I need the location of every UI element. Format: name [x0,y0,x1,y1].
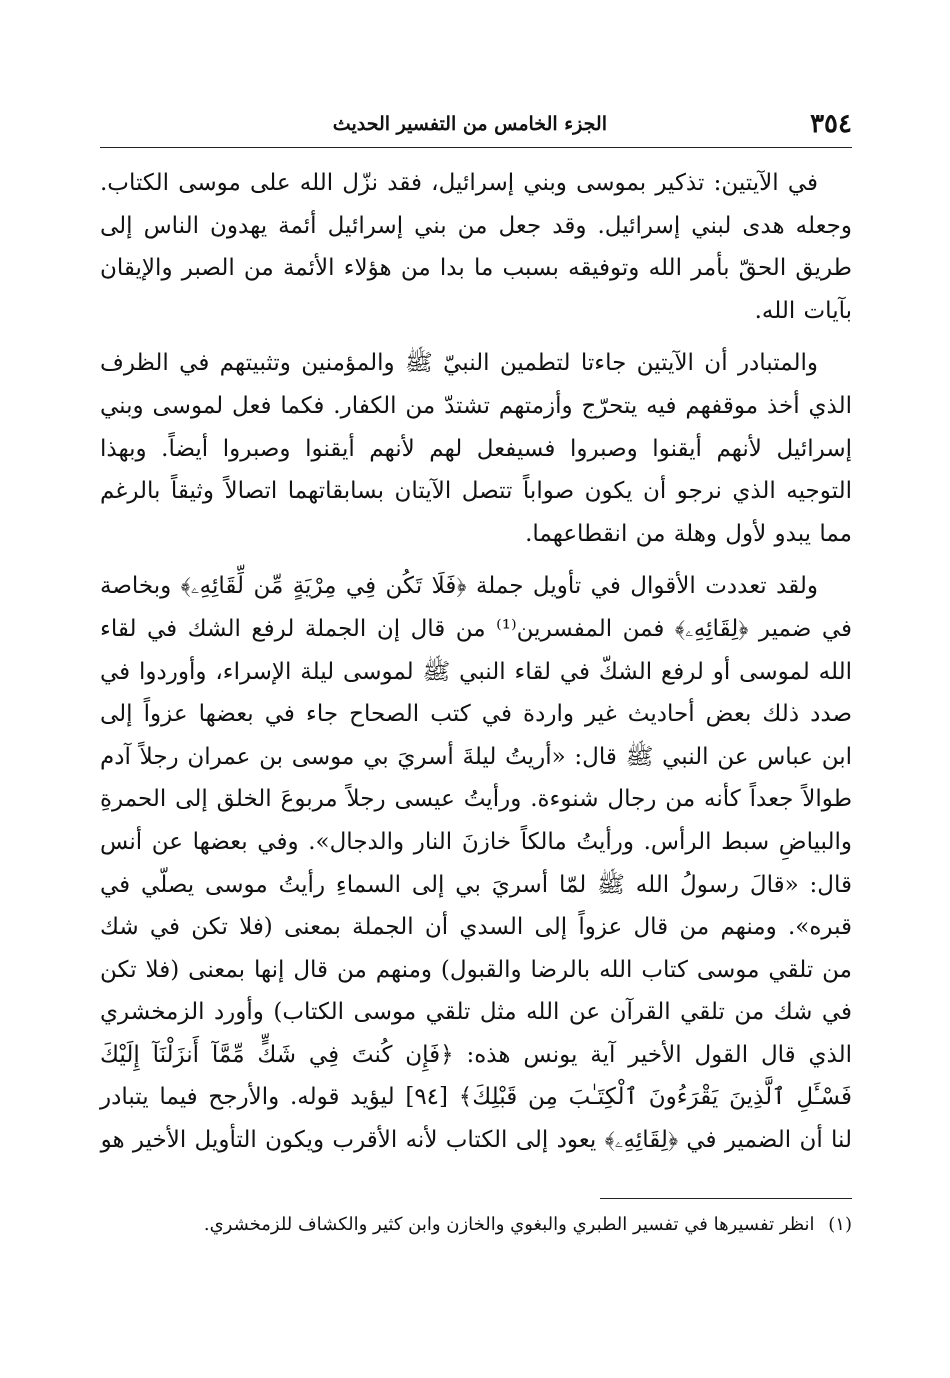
footnote-divider [600,1198,852,1199]
footnote-marker: (١) [828,1214,852,1235]
footnote-text: انظر تفسيرها في تفسير الطبري والبغوي والخازن وابن كثير والكشاف للزمخشري. [203,1214,815,1235]
footnote [100,1210,852,1240]
running-title: الجزء الخامس من التفسير الحديث [332,113,607,135]
page-number: ٣٥٤ [810,109,852,139]
page-header [100,106,852,146]
body-text [100,162,852,1170]
paragraph-3: ولقد تعددت الأقوال في تأويل جملة ﴿فَلَا تَكُن فِي مِرْيَةٍ مِّن لِّقَائِهِۦ﴾ وبخاصة في ضمير ﴿لِقَائِهِۦ﴾ فمن المفسرين⁽¹⁾ من قال إن الجملة لرفع الشك في لقاء الله لموسى أو لرفع الشكّ في لقاء النبي ﷺ لموسى ليلة الإسراء، وأوردوا في صدد ذلك بعض أحاديث غير واردة في كتب الصحاح جاء في بعضها عزواً إلى ابن عباس عن النبي ﷺ قال: «أريتُ ليلةَ أسريَ بي موسى بن عمران رجلاً آدم طوالاً جعداً كأنه من رجال شنوءة. ورأيتُ عيسى رجلاً مربوعَ الخلق إلى الحمرةِ والبياضِ سبط الرأس. ورأيتُ مالكاً خازنَ النار والدجال». وفي بعضها عن أنس قال: «قالَ رسولُ الله ﷺ لمّا أسريَ بي إلى السماءِ رأيتُ موسى يصلّي في قبره». ومنهم من قال عزواً إلى السدي أن الجملة بمعنى (فلا تكن في شك من تلقي موسى كتاب الله بالرضا والقبول) ومنهم من قال إنها بمعنى (فلا تكن في شك من تلقي القرآن عن الله مثل تلقي موسى الكتاب) وأورد الزمخشري الذي قال القول الأخير آية يونس هذه: ﴿فَإِن كُنتَ فِي شَكٍّ مِّمَّآ أَنزَلْنَآ إِلَيْكَ فَسْـَٔلِ ٱلَّذِينَ يَقْرَءُونَ ٱلْكِتَـٰبَ مِن قَبْلِكَ﴾ [٩٤] ليؤيد قوله. والأرجح فيما يتبادر لنا أن الضمير في ﴿لِقَائِهِۦ﴾ يعود إلى الكتاب لأنه الأقرب ويكون التأويل الأخير هو [100,573,853,1154]
paragraph-1: في الآيتين: تذكير بموسى وبني إسرائيل، فقد نزّل الله على موسى الكتاب. وجعله هدى لبني إسرائيل. وقد جعل من بني إسرائيل أئمة يهدون الناس إلى طريق الحقّ بأمر الله وتوفيقه بسبب ما بدا من هؤلاء الأئمة من الصبر والإيقان بآيات الله. [100,170,852,324]
paragraph-2: والمتبادر أن الآيتين جاءتا لتطمين النبيّ ﷺ والمؤمنين وتثبيتهم في الظرف الذي أخذ موقفهم فيه يتحرّج وأزمتهم تشتدّ من الكفار. فكما فعل لموسى وبني إسرائيل لأنهم أيقنوا وصبروا فسيفعل لهم لأنهم أيقنوا وصبروا أيضاً. وبهذا التوجيه الذي نرجو أن يكون صواباً تتصل الآيتان بسابقاتهما اتصالاً وثيقاً بالرغم مما يبدو لأول وهلة من انقطاعهما. [100,350,852,547]
header-divider [100,147,852,148]
